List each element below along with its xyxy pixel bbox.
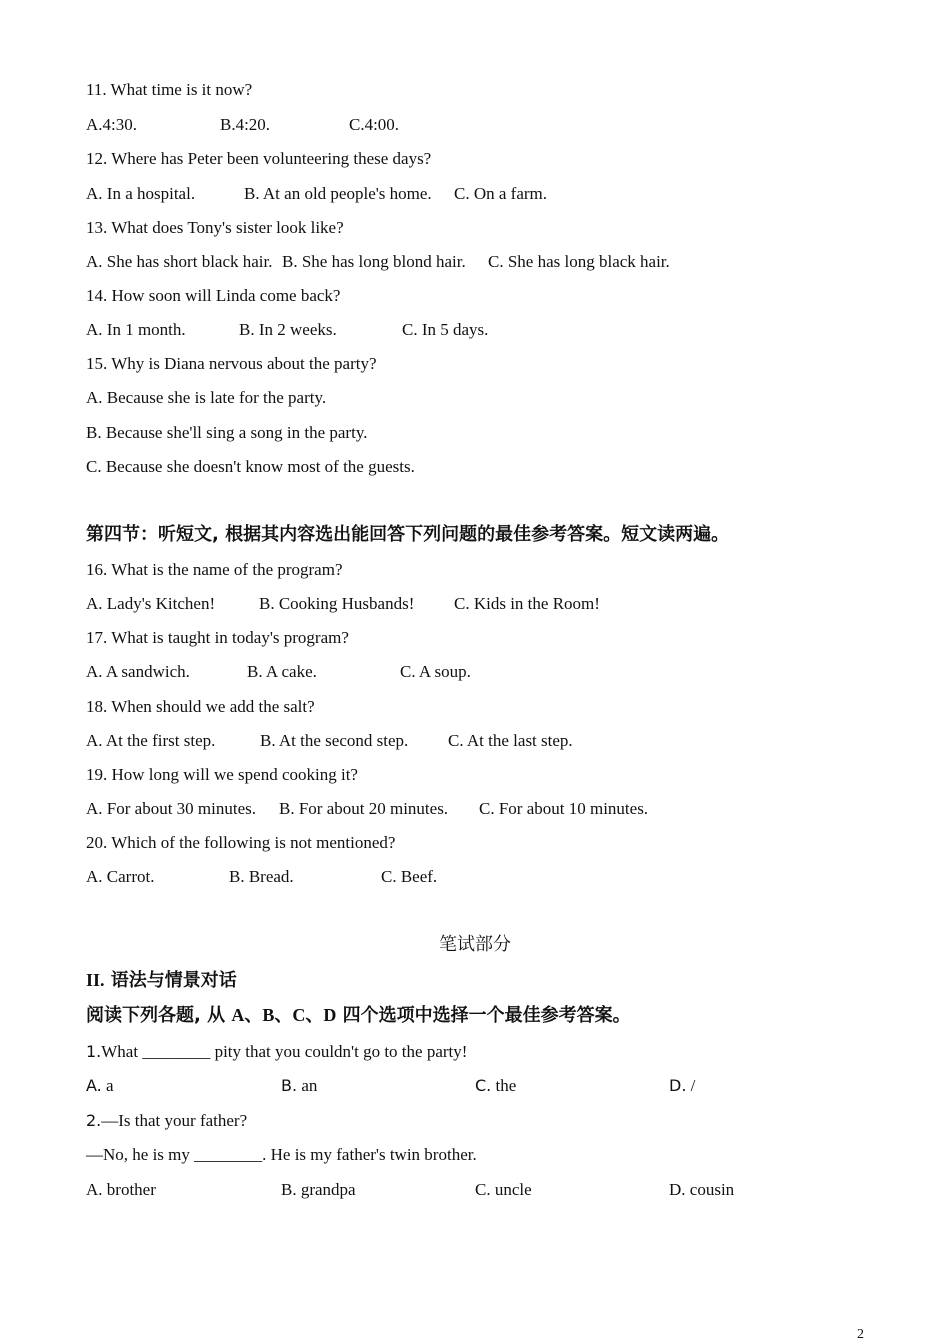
option-a: A. At the first step. (86, 731, 216, 750)
option-letter: C. (475, 1076, 492, 1095)
option-b: B. At an old people's home. (244, 184, 432, 203)
instruction-text-1: 阅读下列各题, 从 (86, 1005, 232, 1026)
option-c: C. On a farm. (454, 184, 548, 203)
option-c: C. In 5 days. (402, 320, 489, 339)
option-text: a (106, 1076, 114, 1095)
question-15: 15. Why is Diana nervous about the party? (86, 354, 377, 373)
question-17: 17. What is taught in today's program? (86, 628, 349, 647)
question-14: 14. How soon will Linda come back? (86, 286, 341, 305)
question-11: 11. What time is it now? (86, 80, 253, 99)
option-letter: B. (281, 1076, 298, 1095)
option-b (281, 1076, 317, 1096)
option-c: C. A soup. (400, 662, 471, 681)
option-b: B. In 2 weeks. (239, 320, 337, 339)
option-c: C. At the last step. (448, 731, 573, 750)
question-15-option-b: B. Because she'll sing a song in the party. (86, 423, 368, 442)
option-b: B. grandpa (281, 1180, 356, 1199)
part-2-cn: 语法与情景对话 (110, 970, 237, 991)
option-b: B. Bread. (229, 867, 294, 886)
option-c: C. uncle (475, 1180, 532, 1199)
option-b: B. For about 20 minutes. (279, 799, 449, 818)
option-a: A. She has short black hair. (86, 252, 273, 271)
option-c: C. Beef. (381, 867, 438, 886)
option-a: A. In 1 month. (86, 320, 186, 339)
option-c (475, 1076, 516, 1096)
question-number: 2. (86, 1111, 102, 1130)
option-text: / (690, 1076, 696, 1095)
grammar-question-2-reply: —No, he is my ________. He is my father's twin brother. (86, 1145, 477, 1164)
question-number: 1. (86, 1042, 102, 1061)
option-a: A. brother (86, 1180, 156, 1199)
question-12: 12. Where has Peter been volunteering these days? (86, 149, 432, 168)
instruction-letters: A、B、C、D (231, 1005, 337, 1025)
question-20: 20. Which of the following is not mentioned? (86, 833, 396, 852)
question-18: 18. When should we add the salt? (86, 697, 315, 716)
question-13: 13. What does Tony's sister look like? (86, 218, 344, 237)
question-text: —Is that your father? (101, 1111, 248, 1130)
option-b: B. A cake. (247, 662, 317, 681)
option-d: D. cousin (669, 1180, 735, 1199)
option-d (669, 1076, 695, 1096)
question-16: 16. What is the name of the program? (86, 560, 343, 579)
section-4-heading: 第四节：听短文, 根据其内容选出能回答下列问题的最佳参考答案。短文读两遍。 (86, 524, 730, 545)
option-c: C.4:00. (349, 115, 400, 134)
option-text: the (495, 1076, 517, 1095)
option-a: A.4:30. (86, 115, 137, 134)
option-c: C. Kids in the Room! (454, 594, 600, 613)
option-b: B. Cooking Husbands! (259, 594, 415, 613)
page-number: 2 (857, 1327, 864, 1342)
written-part-title: 笔试部分 (439, 934, 511, 955)
option-letter: A. (86, 1076, 102, 1095)
part-2-instruction (86, 1004, 631, 1027)
part-2-title (86, 969, 237, 992)
option-a (86, 1076, 114, 1096)
option-c: C. She has long black hair. (488, 252, 670, 271)
grammar-question-1 (86, 1042, 467, 1062)
question-15-option-c: C. Because she doesn't know most of the guests. (86, 457, 415, 476)
grammar-question-2 (86, 1111, 247, 1131)
question-19: 19. How long will we spend cooking it? (86, 765, 358, 784)
question-15-option-a: A. Because she is late for the party. (86, 388, 327, 407)
option-a: A. A sandwich. (86, 662, 190, 681)
part-2-roman: II. (86, 970, 105, 990)
question-text: What ________ pity that you couldn't go to the party! (101, 1042, 468, 1061)
option-letter: D. (669, 1076, 687, 1095)
option-a: A. Carrot. (86, 867, 155, 886)
option-b: B. She has long blond hair. (282, 252, 466, 271)
option-b: B.4:20. (220, 115, 271, 134)
option-b: B. At the second step. (260, 731, 409, 750)
option-c: C. For about 10 minutes. (479, 799, 649, 818)
option-a: A. In a hospital. (86, 184, 196, 203)
option-a: A. Lady's Kitchen! (86, 594, 216, 613)
option-a: A. For about 30 minutes. (86, 799, 256, 818)
instruction-text-2: 四个选项中选择一个最佳参考答案。 (336, 1005, 631, 1026)
option-text: an (301, 1076, 318, 1095)
